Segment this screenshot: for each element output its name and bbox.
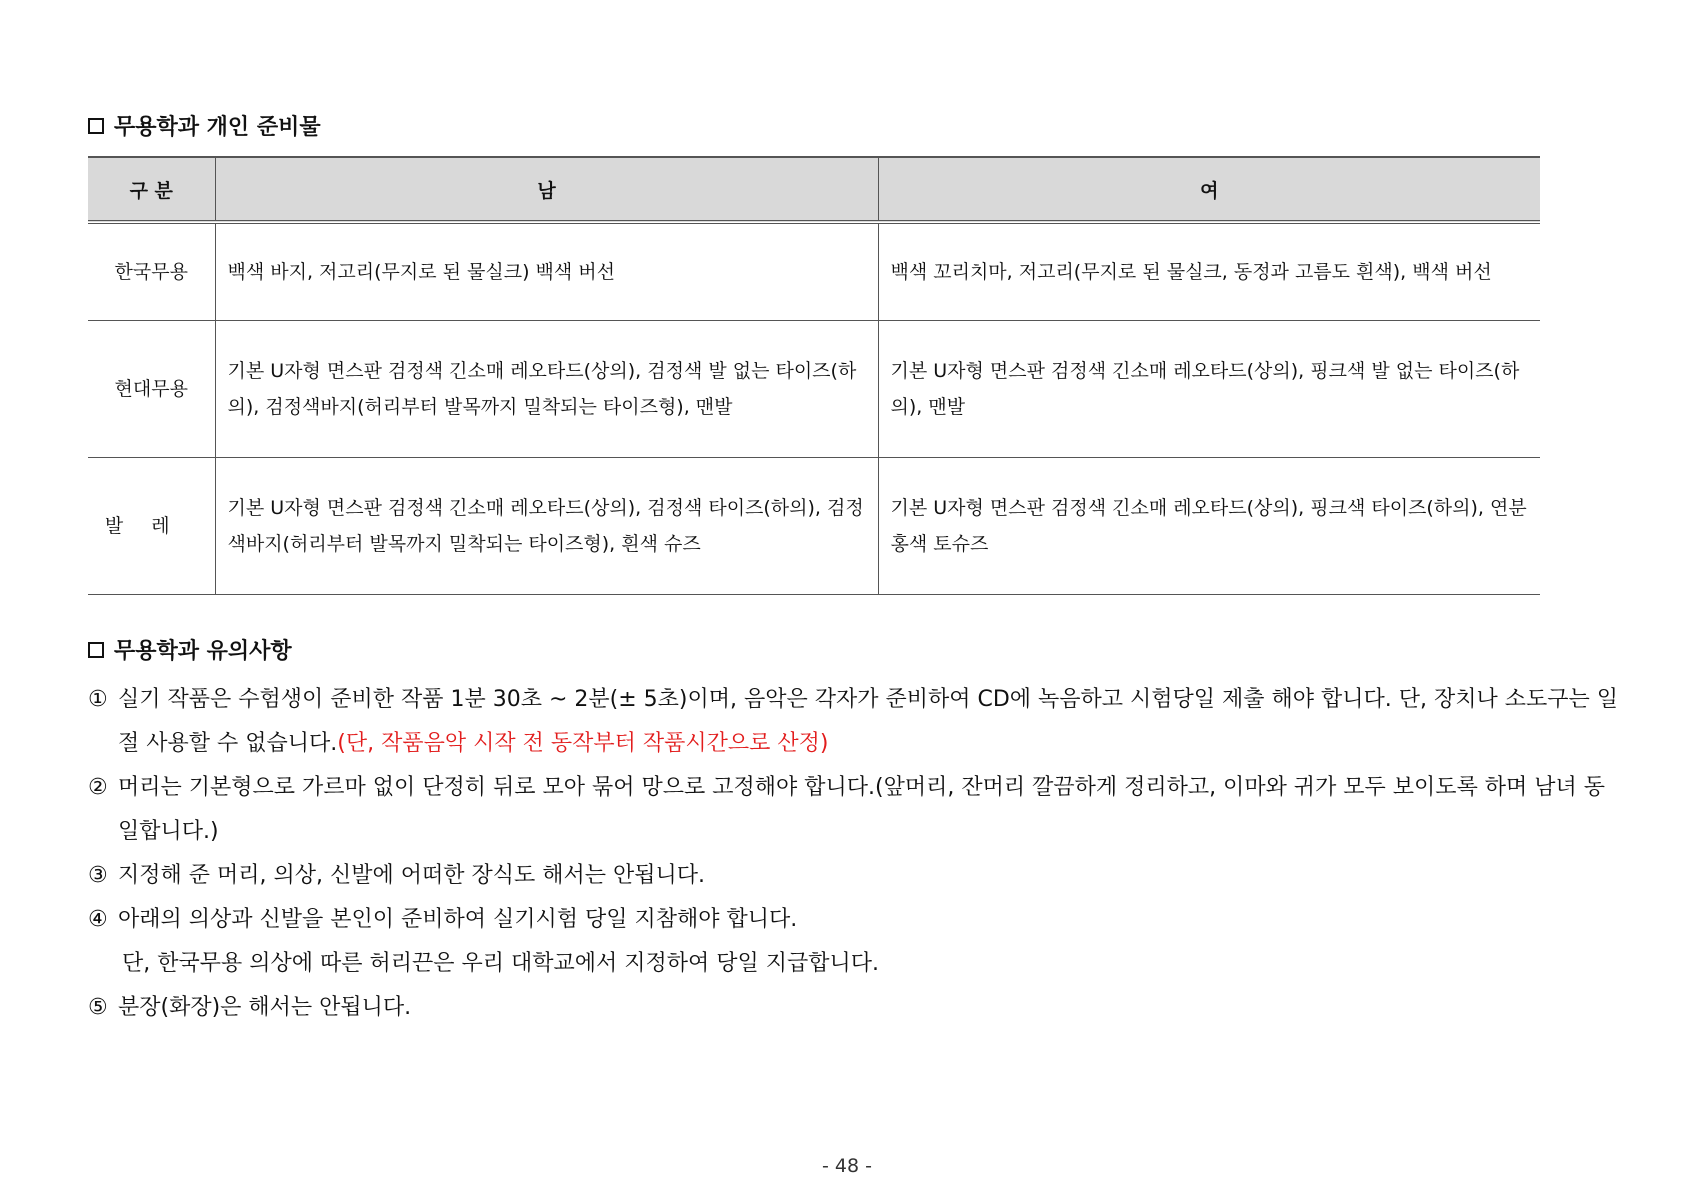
table-row	[88, 222, 1540, 321]
note-text: 머리는 기본형으로 가르마 없이 단정히 뒤로 모아 묶어 망으로 고정해야 합니다.(앞머리, 잔머리 깔끔하게 정리하고, 이마와 귀가 모두 보이도록 하며 남녀 동일합니다.)	[118, 775, 1606, 844]
notes-list	[88, 678, 1618, 1030]
note-number: ③	[88, 863, 108, 888]
section-title: 무용학과 유의사항	[114, 639, 292, 664]
category-cell: 발레	[88, 458, 215, 595]
list-item	[88, 766, 1618, 854]
category-cell: 현대무용	[88, 321, 215, 458]
note-number: ⑤	[88, 995, 108, 1020]
note-text: 분장(화장)은 해서는 안됩니다.	[118, 995, 412, 1020]
female-cell: 기본 U자형 면스판 검정색 긴소매 레오타드(상의), 핑크색 타이즈(하의), 연분홍색 토슈즈	[878, 458, 1540, 595]
page-number: - 48 -	[822, 1155, 872, 1177]
note-continuation: 단, 한국무용 의상에 따른 허리끈은 우리 대학교에서 지정하여 당일 지급합니다.	[122, 951, 879, 976]
table-row	[88, 458, 1540, 595]
note-number: ④	[88, 907, 108, 932]
table-header-row	[88, 157, 1540, 222]
header-category: 구 분	[88, 157, 215, 222]
section-title: 무용학과 개인 준비물	[114, 115, 321, 140]
header-female: 여	[878, 157, 1540, 222]
note-text: 실기 작품은 수험생이 준비한 작품 1분 30초 ~ 2분(± 5초)이며, 음악은 각자가 준비하여 CD에 녹음하고 시험당일 제출 해야 합니다. 단, 장치나 소도구는 일절 사용할 수 없습니다.	[118, 687, 1619, 756]
category-cell: 한국무용	[88, 222, 215, 321]
checkbox-square-icon	[88, 642, 104, 658]
note-number: ②	[88, 775, 108, 800]
header-male: 남	[215, 157, 878, 222]
preparations-table	[88, 156, 1540, 595]
male-cell: 기본 U자형 면스판 검정색 긴소매 레오타드(상의), 검정색 타이즈(하의), 검정색바지(허리부터 발목까지 밀착되는 타이즈형), 흰색 슈즈	[215, 458, 878, 595]
section-heading-notes	[88, 634, 292, 665]
note-number: ①	[88, 687, 108, 712]
female-cell: 백색 꼬리치마, 저고리(무지로 된 물실크, 동정과 고름도 흰색), 백색 버선	[878, 222, 1540, 321]
list-item	[88, 854, 1618, 898]
male-cell: 기본 U자형 면스판 검정색 긴소매 레오타드(상의), 검정색 발 없는 타이즈(하의), 검정색바지(허리부터 발목까지 밀착되는 타이즈형), 맨발	[215, 321, 878, 458]
male-cell: 백색 바지, 저고리(무지로 된 물실크) 백색 버선	[215, 222, 878, 321]
list-item	[88, 678, 1618, 766]
checkbox-square-icon	[88, 118, 104, 134]
note-text: 지정해 준 머리, 의상, 신발에 어떠한 장식도 해서는 안됩니다.	[118, 863, 705, 888]
list-item	[88, 898, 1618, 942]
note-text: 아래의 의상과 신발을 본인이 준비하여 실기시험 당일 지참해야 합니다.	[118, 907, 798, 932]
female-cell: 기본 U자형 면스판 검정색 긴소매 레오타드(상의), 핑크색 발 없는 타이즈(하의), 맨발	[878, 321, 1540, 458]
note-highlight: (단, 작품음악 시작 전 동작부터 작품시간으로 산정)	[337, 731, 829, 756]
table-row	[88, 321, 1540, 458]
list-item	[88, 986, 1618, 1030]
section-heading-preparations	[88, 110, 321, 141]
